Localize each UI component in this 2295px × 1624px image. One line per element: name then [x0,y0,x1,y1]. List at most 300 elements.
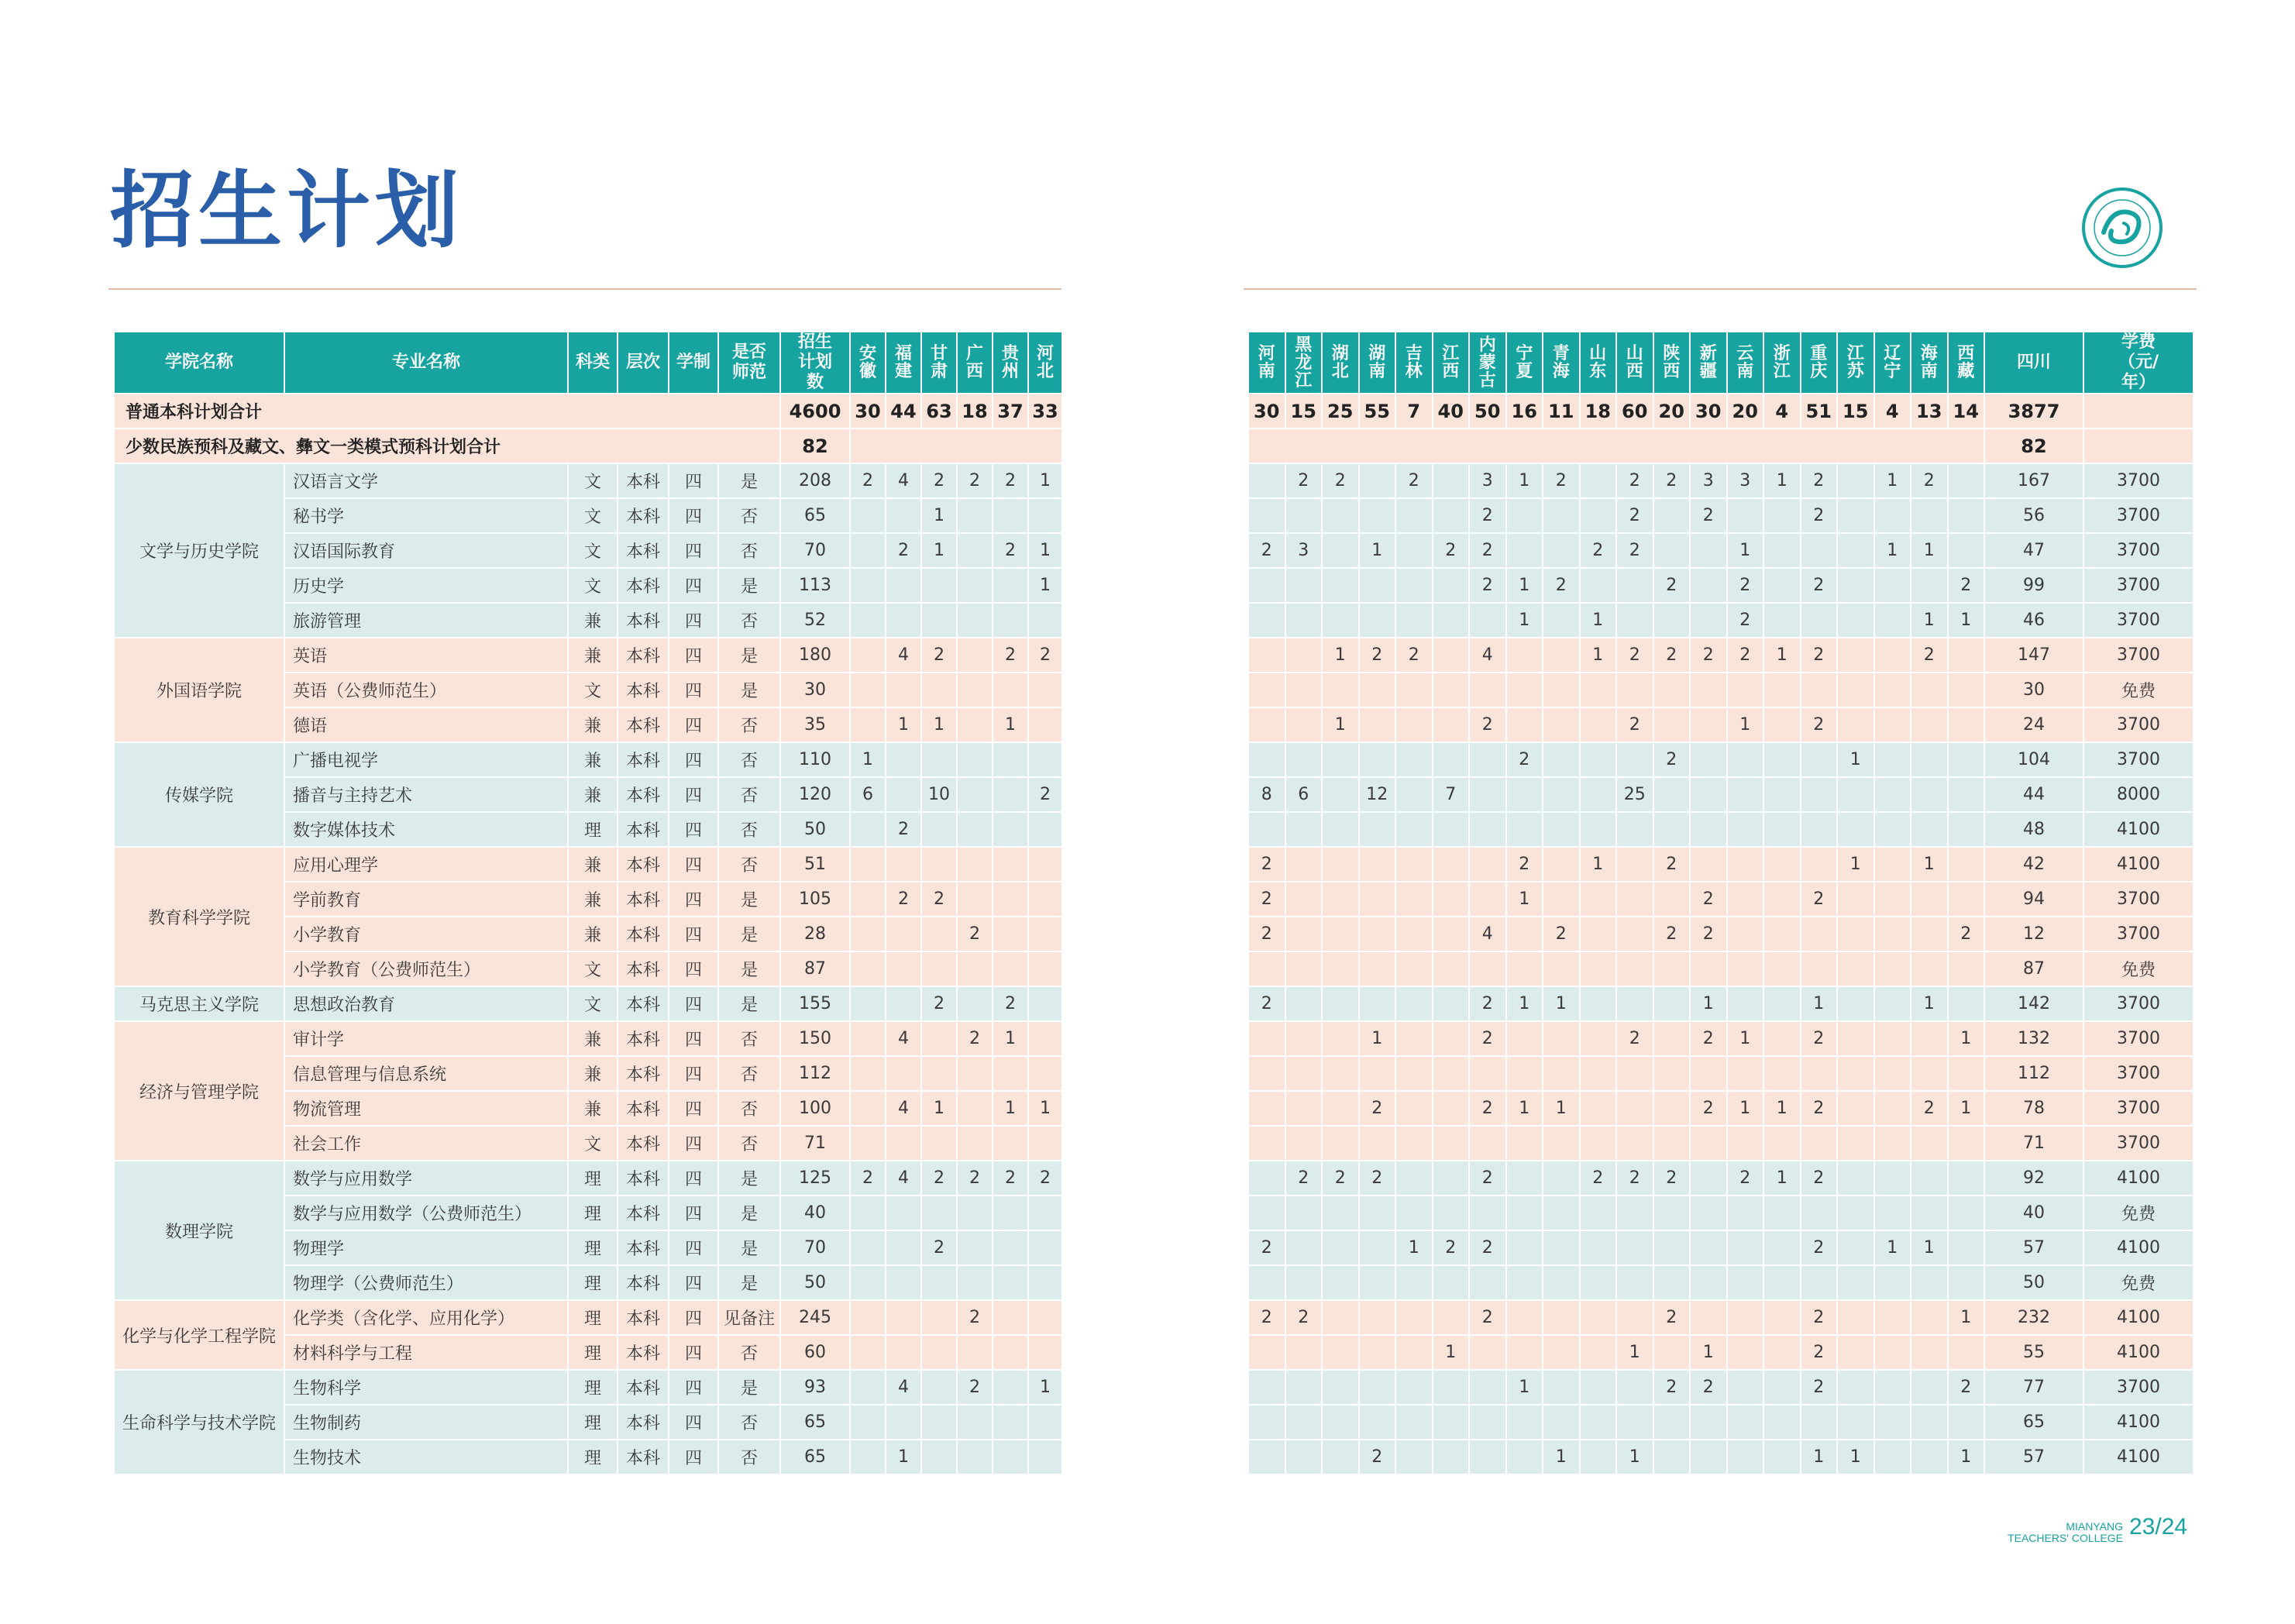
table-row [1248,1126,2193,1161]
category: 兼 [568,882,618,917]
header-province: 吉 林 [1395,332,1433,394]
province-value [1580,742,1617,777]
fee-value: 免费 [2083,951,2193,986]
province-value [1874,1335,1911,1370]
province-value [1616,812,1653,847]
province-value [1322,603,1359,638]
province-value: 2 [1727,638,1764,673]
province-value [1616,847,1653,882]
province-value [850,1440,886,1474]
duration: 四 [669,673,718,707]
fee-value: 4100 [2083,812,2193,847]
category: 文 [568,986,618,1021]
province-value [921,1370,957,1405]
province-value [1763,986,1801,1021]
level: 本科 [618,1265,669,1300]
total-row [114,394,1062,428]
province-value: 1 [993,707,1028,742]
province-value [1433,1126,1470,1161]
province-value [1616,1265,1653,1300]
normal-flag: 是 [718,882,780,917]
province-value [1616,1196,1653,1230]
level: 本科 [618,1405,669,1440]
province-value: 2 [1801,1230,1838,1265]
province-value [957,707,993,742]
province-value [1874,882,1911,917]
province-value [1433,917,1470,951]
province-value [1506,1196,1543,1230]
province-value [1543,1056,1580,1091]
table-row [1248,1405,2193,1440]
province-value [1763,1265,1801,1300]
province-value: 2 [1690,1091,1727,1126]
province-value [1727,986,1764,1021]
plan-count: 245 [780,1300,850,1335]
province-value [1911,498,1948,533]
category: 兼 [568,1021,618,1056]
major-name: 小学教育（公费师范生） [284,951,568,986]
total-province-value: 50 [1469,394,1506,428]
sichuan-value: 94 [1984,882,2083,917]
province-value: 6 [850,777,886,812]
province-value [1506,777,1543,812]
province-value [886,847,921,882]
province-value: 1 [1911,1230,1948,1265]
province-value [1653,1126,1691,1161]
province-value [1837,1056,1874,1091]
major-name: 化学类（含化学、应用化学） [284,1300,568,1335]
major-name: 汉语言文学 [284,463,568,498]
province-value: 2 [1248,882,1285,917]
major-name: 播音与主持艺术 [284,777,568,812]
sichuan-value: 92 [1984,1161,2083,1196]
level: 本科 [618,1161,669,1196]
province-value: 2 [1616,638,1653,673]
province-value [1543,1196,1580,1230]
province-value [1727,917,1764,951]
total-row [114,428,1062,463]
sichuan-value: 24 [1984,707,2083,742]
province-value [993,1230,1028,1265]
province-value [1837,882,1874,917]
province-value [1322,847,1359,882]
province-value [1763,1405,1801,1440]
sichuan-value: 78 [1984,1091,2083,1126]
province-value: 4 [1469,917,1506,951]
province-value: 2 [1948,917,1985,951]
province-value [993,603,1028,638]
province-value: 2 [1580,1161,1617,1196]
province-value [1653,673,1691,707]
province-value: 2 [1469,498,1506,533]
sichuan-value: 112 [1984,1056,2083,1091]
normal-flag: 否 [718,1405,780,1440]
province-value: 1 [1433,1335,1470,1370]
province-value [1285,1091,1323,1126]
province-value [1948,463,1985,498]
province-value [1359,1370,1396,1405]
header-province: 江 西 [1433,332,1470,394]
total-province-value: 40 [1433,394,1470,428]
province-value [1543,742,1580,777]
province-value [1395,1196,1433,1230]
level: 本科 [618,1021,669,1056]
province-value [1580,777,1617,812]
province-value [1322,986,1359,1021]
table-row [1248,498,2193,533]
province-value: 1 [1874,533,1911,568]
province-value [1028,1126,1062,1161]
header-college: 学院名称 [114,332,284,394]
province-value: 2 [1359,1440,1396,1474]
province-value: 2 [1653,1161,1691,1196]
province-value: 1 [1763,463,1801,498]
province-value [1763,1370,1801,1405]
province-value [1837,533,1874,568]
province-value [1690,1161,1727,1196]
province-value [1322,1021,1359,1056]
province-value [1801,673,1838,707]
plan-count: 50 [780,812,850,847]
plan-count: 93 [780,1370,850,1405]
province-value [1837,917,1874,951]
category: 理 [568,1300,618,1335]
province-value [1763,498,1801,533]
province-value: 2 [1322,463,1359,498]
header-province: 福 建 [886,332,921,394]
province-value [1506,812,1543,847]
province-value [1580,1126,1617,1161]
total-province-value: 25 [1322,394,1359,428]
header-province: 江 苏 [1837,332,1874,394]
province-value [850,847,886,882]
province-value [1690,1230,1727,1265]
province-value [1395,951,1433,986]
province-value [1028,1056,1062,1091]
province-value [993,951,1028,986]
province-value: 1 [921,707,957,742]
fee-value: 3700 [2083,742,2193,777]
province-value [886,777,921,812]
fee-value: 4100 [2083,1230,2193,1265]
sichuan-value: 99 [1984,568,2083,603]
duration: 四 [669,742,718,777]
province-value [1911,1335,1948,1370]
province-value [993,673,1028,707]
province-value [1322,951,1359,986]
normal-flag: 否 [718,1126,780,1161]
province-value: 1 [1506,986,1543,1021]
province-value [1359,568,1396,603]
province-value [1911,1405,1948,1440]
province-value [1028,882,1062,917]
major-name: 思想政治教育 [284,986,568,1021]
province-value [1543,1230,1580,1265]
province-value: 4 [886,1370,921,1405]
province-value [886,1230,921,1265]
province-value [1506,1300,1543,1335]
duration: 四 [669,1021,718,1056]
province-value: 1 [1948,603,1985,638]
province-value [1727,777,1764,812]
sichuan-value: 87 [1984,951,2083,986]
header-normal: 是否师范 [718,332,780,394]
normal-flag: 否 [718,498,780,533]
college-seal-icon [2080,186,2164,270]
total-province-value: 55 [1359,394,1396,428]
normal-flag: 是 [718,986,780,1021]
province-value [1433,1300,1470,1335]
province-value [1763,673,1801,707]
province-value: 1 [1763,638,1801,673]
province-value [1763,568,1801,603]
province-value [1727,1335,1764,1370]
sichuan-value: 132 [1984,1021,2083,1056]
table-row [1248,568,2193,603]
fee-value: 3700 [2083,1091,2193,1126]
fee-value: 3700 [2083,498,2193,533]
category: 理 [568,1370,618,1405]
province-value: 2 [1248,986,1285,1021]
table-row [1248,1091,2193,1126]
province-value [1322,568,1359,603]
province-value [1469,1370,1506,1405]
table-row [1248,533,2193,568]
province-value: 1 [1322,638,1359,673]
province-value [1395,498,1433,533]
province-value [1248,1161,1285,1196]
province-value [1359,1300,1396,1335]
province-value [1506,1440,1543,1474]
province-value [1911,742,1948,777]
major-name: 数字媒体技术 [284,812,568,847]
college-name: 经济与管理学院 [114,1021,284,1161]
province-value [1911,1056,1948,1091]
province-value [1395,1056,1433,1091]
province-value [957,603,993,638]
province-value [1543,1300,1580,1335]
category: 理 [568,1405,618,1440]
province-value [1801,847,1838,882]
province-value [1395,917,1433,951]
province-value [1653,1021,1691,1056]
province-value [1616,986,1653,1021]
level: 本科 [618,917,669,951]
province-value: 2 [1911,638,1948,673]
province-value [1874,847,1911,882]
major-name: 物理学 [284,1230,568,1265]
duration: 四 [669,951,718,986]
province-value [1763,603,1801,638]
province-value [1433,742,1470,777]
normal-flag: 否 [718,1021,780,1056]
level: 本科 [618,603,669,638]
province-value: 2 [1653,1370,1691,1405]
province-value [921,1300,957,1335]
province-value [1469,1335,1506,1370]
province-value [1727,847,1764,882]
province-value [1727,1230,1764,1265]
province-value [1616,882,1653,917]
normal-flag: 是 [718,673,780,707]
province-value: 1 [1359,1021,1396,1056]
province-value [1395,533,1433,568]
province-value [993,1440,1028,1474]
province-value [850,498,886,533]
header-duration: 学制 [669,332,718,394]
province-value [1469,951,1506,986]
fee-value: 3700 [2083,917,2193,951]
province-value [1543,1370,1580,1405]
province-value [1506,1230,1543,1265]
province-value [1874,1440,1911,1474]
province-value [850,1230,886,1265]
province-value [957,638,993,673]
province-value [957,777,993,812]
province-value: 2 [1248,533,1285,568]
province-value: 2 [1359,638,1396,673]
sichuan-value: 47 [1984,533,2083,568]
province-value [1801,1196,1838,1230]
province-value [1028,742,1062,777]
province-value: 1 [1028,1370,1062,1405]
total-fee [2083,394,2193,428]
province-value [1763,742,1801,777]
province-value: 2 [1801,1370,1838,1405]
plan-count: 28 [780,917,850,951]
province-value [1763,1440,1801,1474]
province-value [1322,1056,1359,1091]
province-value [1653,707,1691,742]
sichuan-value: 48 [1984,812,2083,847]
province-value [1837,463,1874,498]
fee-value: 3700 [2083,463,2193,498]
total-province-value: 63 [921,394,957,428]
province-value [993,1056,1028,1091]
province-value: 2 [886,533,921,568]
province-value [1616,568,1653,603]
duration: 四 [669,1161,718,1196]
province-value: 2 [1653,1300,1691,1335]
total-row [1248,394,2193,428]
province-value [1359,1265,1396,1300]
province-value [1028,917,1062,951]
province-value [886,742,921,777]
province-value [850,1405,886,1440]
header-province: 西 藏 [1948,332,1985,394]
province-value [1359,742,1396,777]
normal-flag: 否 [718,777,780,812]
province-value [1948,673,1985,707]
total-plan: 82 [780,428,850,463]
fee-value: 4100 [2083,1405,2193,1440]
plan-count: 112 [780,1056,850,1091]
province-value [1359,847,1396,882]
province-value [1837,812,1874,847]
province-value [1543,707,1580,742]
duration: 四 [669,1370,718,1405]
province-value [1248,638,1285,673]
province-value [1690,1265,1727,1300]
province-value [1359,1056,1396,1091]
level: 本科 [618,1440,669,1474]
category: 文 [568,1126,618,1161]
province-value [1580,568,1617,603]
province-value: 1 [1506,463,1543,498]
sichuan-value: 142 [1984,986,2083,1021]
duration: 四 [669,1126,718,1161]
province-value [1911,812,1948,847]
plan-count: 125 [780,1161,850,1196]
title-rule-left [108,288,1061,290]
province-value: 2 [1469,1300,1506,1335]
province-value [1359,707,1396,742]
province-value [1543,638,1580,673]
province-value [1359,673,1396,707]
province-value [1616,1370,1653,1405]
province-value [1433,707,1470,742]
duration: 四 [669,986,718,1021]
table-row [1248,1021,2193,1056]
major-name: 历史学 [284,568,568,603]
province-value [1874,951,1911,986]
total-province-value: 30 [1690,394,1727,428]
province-value [993,1300,1028,1335]
province-value [1727,951,1764,986]
province-value [1028,1196,1062,1230]
province-value [1763,847,1801,882]
province-value: 1 [1028,1091,1062,1126]
province-value [1322,1440,1359,1474]
province-value [850,812,886,847]
table-row [1248,1265,2193,1300]
province-value [921,1440,957,1474]
header-province: 山 西 [1616,332,1653,394]
province-value: 2 [1616,707,1653,742]
province-value: 8 [1248,777,1285,812]
province-value [1763,812,1801,847]
province-value: 2 [1690,638,1727,673]
province-value [993,1126,1028,1161]
province-value [1948,1161,1985,1196]
province-value: 1 [1948,1021,1985,1056]
province-value [1801,1405,1838,1440]
province-value: 4 [1469,638,1506,673]
province-value [1322,1370,1359,1405]
province-value [1433,882,1470,917]
sichuan-value: 147 [1984,638,2083,673]
province-value [1395,1370,1433,1405]
province-value [886,1405,921,1440]
province-value [1248,1091,1285,1126]
province-value [1948,812,1985,847]
province-value [1801,603,1838,638]
province-value: 1 [1801,1440,1838,1474]
plan-count: 110 [780,742,850,777]
normal-flag: 否 [718,707,780,742]
province-value [1837,1335,1874,1370]
sichuan-value: 77 [1984,1370,2083,1405]
province-value [921,812,957,847]
province-value [1506,1335,1543,1370]
level: 本科 [618,1370,669,1405]
province-value [1506,1056,1543,1091]
province-value: 2 [1285,1161,1323,1196]
province-value [1616,673,1653,707]
province-value: 4 [886,463,921,498]
province-value [1690,777,1727,812]
province-value [1763,1021,1801,1056]
